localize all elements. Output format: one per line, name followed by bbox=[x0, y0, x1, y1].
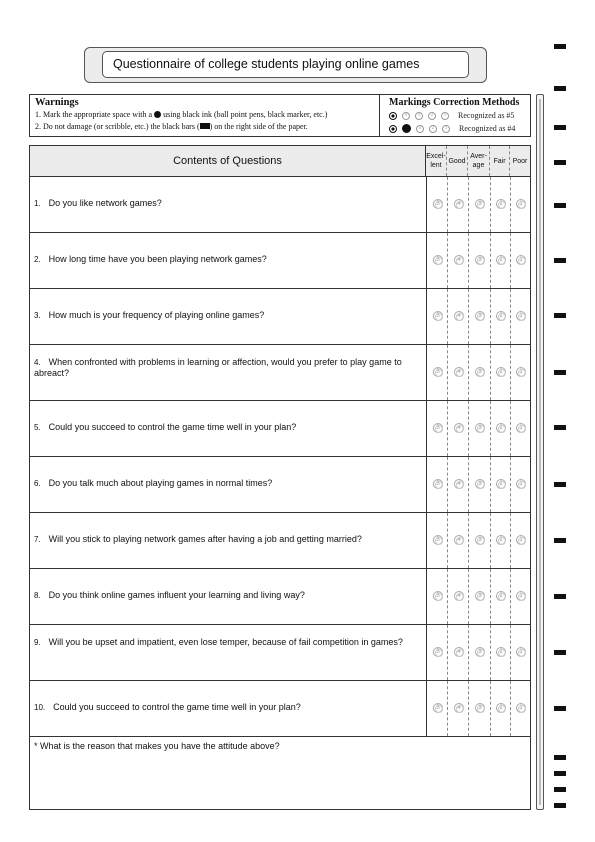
answer-cell-poor bbox=[511, 177, 531, 232]
warnings-heading: Warnings bbox=[35, 97, 79, 108]
answer-options bbox=[426, 681, 530, 736]
answer-bubble-fair[interactable]: 2 bbox=[496, 311, 506, 321]
answer-cell-good bbox=[448, 233, 469, 288]
question-row bbox=[30, 289, 530, 345]
timing-mark bbox=[554, 44, 566, 49]
answer-bubble-fair[interactable]: 2 bbox=[496, 255, 506, 265]
question-number: 7. bbox=[34, 535, 41, 544]
question-label: Do you talk much about playing games in normal times? bbox=[48, 478, 273, 488]
warning-line-2 bbox=[35, 121, 374, 133]
answer-cell-excellent bbox=[427, 289, 448, 344]
answer-bubble-good[interactable]: 4 bbox=[454, 255, 464, 265]
question-text bbox=[34, 357, 422, 379]
filled-dot-icon bbox=[154, 111, 161, 118]
header-poor: Poor bbox=[512, 157, 528, 165]
answer-cell-poor bbox=[511, 569, 531, 624]
question-number: 10. bbox=[34, 703, 46, 712]
timing-mark bbox=[554, 86, 566, 91]
question-number: 1. bbox=[34, 199, 41, 208]
answer-bubble-good[interactable]: 4 bbox=[454, 647, 464, 657]
marking-example-row-2 bbox=[389, 122, 523, 135]
header-excellent: Excel- lent bbox=[426, 146, 447, 176]
timing-mark bbox=[554, 203, 566, 208]
answer-options bbox=[426, 401, 530, 456]
question-text bbox=[34, 198, 422, 209]
timing-mark bbox=[554, 425, 566, 430]
question-number: 5. bbox=[34, 423, 41, 432]
marking-example-row-1 bbox=[389, 109, 523, 122]
timing-mark bbox=[554, 755, 566, 760]
question-number: 6. bbox=[34, 479, 41, 488]
question-text bbox=[34, 702, 422, 713]
question-row bbox=[30, 569, 530, 625]
black-bars-icon bbox=[200, 123, 210, 129]
answer-options bbox=[426, 289, 530, 344]
header-average: Aver- age bbox=[468, 146, 490, 176]
warnings-section bbox=[30, 95, 380, 136]
answer-cell-poor bbox=[511, 401, 531, 456]
option-3-icon: 3 bbox=[415, 112, 423, 120]
answer-cell-good bbox=[448, 625, 469, 680]
side-strip bbox=[536, 94, 544, 810]
answer-cell-poor bbox=[511, 289, 531, 344]
option-2-icon: 2 bbox=[429, 125, 437, 133]
answer-cell-poor bbox=[511, 513, 531, 568]
question-text bbox=[34, 310, 422, 321]
answer-bubble-average[interactable]: 3 bbox=[475, 535, 485, 545]
question-text bbox=[34, 478, 422, 489]
answer-bubble-good[interactable]: 4 bbox=[454, 423, 464, 433]
question-label: Will you stick to playing network games after having a job and getting married? bbox=[48, 534, 362, 544]
answer-cell-average bbox=[469, 457, 491, 512]
answer-cell-excellent bbox=[427, 457, 448, 512]
answer-bubble-poor[interactable]: 1 bbox=[516, 591, 526, 601]
question-label: How long time have you been playing network games? bbox=[48, 254, 267, 264]
timing-mark bbox=[554, 482, 566, 487]
answer-cell-good bbox=[448, 513, 469, 568]
question-row bbox=[30, 233, 530, 289]
answer-cell-excellent bbox=[427, 681, 448, 736]
timing-mark bbox=[554, 125, 566, 130]
answer-bubble-average[interactable]: 3 bbox=[475, 423, 485, 433]
timing-mark bbox=[554, 803, 566, 808]
question-label: Do you like network games? bbox=[48, 198, 162, 208]
answer-options bbox=[426, 513, 530, 568]
answer-cell-average bbox=[469, 289, 491, 344]
answer-bubble-poor[interactable]: 1 bbox=[516, 311, 526, 321]
question-text bbox=[34, 422, 422, 433]
answer-cell-fair bbox=[491, 625, 511, 680]
answer-options bbox=[426, 345, 530, 400]
warning-line-1-end: using black ink (ball point pens, black marker, etc.) bbox=[163, 110, 328, 119]
warning-line-1-start: 1. Mark the appropriate space with a bbox=[35, 110, 153, 119]
answer-bubble-excellent[interactable]: 5 bbox=[433, 367, 443, 377]
answer-bubble-poor[interactable]: 1 bbox=[516, 367, 526, 377]
question-label: Could you succeed to control the game time well in your plan? bbox=[48, 422, 297, 432]
answer-options bbox=[426, 177, 530, 232]
header-fair: Fair bbox=[490, 146, 510, 176]
option-1-icon: 1 bbox=[441, 112, 449, 120]
answer-bubble-good[interactable]: 4 bbox=[454, 367, 464, 377]
questions-table bbox=[29, 145, 531, 810]
answer-bubble-average[interactable]: 3 bbox=[475, 479, 485, 489]
question-label: How much is your frequency of playing online games? bbox=[48, 310, 265, 320]
timing-mark bbox=[554, 313, 566, 318]
timing-mark bbox=[554, 160, 566, 165]
answer-bubble-fair[interactable]: 2 bbox=[496, 591, 506, 601]
answer-bubble-poor[interactable]: 1 bbox=[516, 647, 526, 657]
answer-bubble-average[interactable]: 3 bbox=[475, 647, 485, 657]
open-question: * What is the reason that makes you have the attitude above? bbox=[34, 741, 280, 751]
answer-options bbox=[426, 569, 530, 624]
header-good: Good bbox=[447, 146, 468, 176]
answer-cell-fair bbox=[491, 457, 511, 512]
answer-bubble-excellent[interactable]: 5 bbox=[433, 423, 443, 433]
answer-cell-excellent bbox=[427, 401, 448, 456]
table-header bbox=[30, 146, 530, 177]
answer-cell-average bbox=[469, 625, 491, 680]
question-label: Could you succeed to control the game time well in your plan? bbox=[53, 702, 301, 712]
answer-bubble-poor[interactable]: 1 bbox=[516, 479, 526, 489]
timing-mark bbox=[554, 650, 566, 655]
question-number: 3. bbox=[34, 311, 41, 320]
answer-cell-good bbox=[448, 457, 469, 512]
markings-heading: Markings Correction Methods bbox=[389, 97, 520, 108]
answer-bubble-good[interactable]: 4 bbox=[454, 311, 464, 321]
option-3-icon: 3 bbox=[416, 125, 424, 133]
question-number: 9. bbox=[34, 638, 41, 647]
answer-cell-fair bbox=[491, 401, 511, 456]
question-number: 4. bbox=[34, 358, 41, 367]
question-row bbox=[30, 401, 530, 457]
answer-bubble-average[interactable]: 3 bbox=[475, 703, 485, 713]
answer-bubble-fair[interactable]: 2 bbox=[496, 199, 506, 209]
answer-bubble-poor[interactable]: 1 bbox=[516, 255, 526, 265]
answer-bubble-fair[interactable]: 2 bbox=[496, 535, 506, 545]
timing-mark bbox=[554, 258, 566, 263]
question-row bbox=[30, 345, 530, 401]
answer-bubble-average[interactable]: 3 bbox=[475, 367, 485, 377]
question-label: Will you be upset and impatient, even lose temper, because of fail competition in games? bbox=[48, 637, 403, 647]
answer-bubble-good[interactable]: 4 bbox=[454, 703, 464, 713]
answer-bubble-good[interactable]: 4 bbox=[454, 199, 464, 209]
answer-bubble-excellent[interactable]: 5 bbox=[433, 703, 443, 713]
question-text bbox=[34, 254, 422, 265]
answer-cell-excellent bbox=[427, 345, 448, 400]
answer-cell-good bbox=[448, 569, 469, 624]
timing-mark bbox=[554, 538, 566, 543]
timing-mark bbox=[554, 771, 566, 776]
answer-bubble-excellent[interactable]: 5 bbox=[433, 591, 443, 601]
answer-cell-good bbox=[448, 681, 469, 736]
answer-bubble-fair[interactable]: 2 bbox=[496, 367, 506, 377]
markings-section bbox=[381, 95, 531, 136]
answer-cell-fair bbox=[491, 289, 511, 344]
answer-cell-excellent bbox=[427, 513, 448, 568]
answer-options bbox=[426, 625, 530, 680]
answer-bubble-average[interactable]: 3 bbox=[475, 591, 485, 601]
question-row bbox=[30, 177, 530, 233]
answer-bubble-poor[interactable]: 1 bbox=[516, 199, 526, 209]
question-row bbox=[30, 625, 530, 681]
answer-cell-excellent bbox=[427, 233, 448, 288]
answer-cell-average bbox=[469, 513, 491, 568]
filled-option-icon bbox=[389, 112, 397, 120]
answer-bubble-excellent[interactable]: 5 bbox=[433, 647, 443, 657]
answer-cell-excellent bbox=[427, 569, 448, 624]
warning-line-2-end: ) on the right side of the paper. bbox=[209, 122, 308, 131]
answer-bubble-excellent[interactable]: 5 bbox=[433, 311, 443, 321]
marking-row-1-label: Recognized as #5 bbox=[458, 111, 515, 120]
answer-cell-fair bbox=[491, 177, 511, 232]
answer-bubble-excellent[interactable]: 5 bbox=[433, 199, 443, 209]
answer-bubble-good[interactable]: 4 bbox=[454, 479, 464, 489]
question-text bbox=[34, 534, 422, 545]
answer-cell-average bbox=[469, 233, 491, 288]
answer-cell-good bbox=[448, 177, 469, 232]
question-row bbox=[30, 457, 530, 513]
answer-cell-fair bbox=[491, 345, 511, 400]
timing-mark bbox=[554, 594, 566, 599]
option-2-icon: 2 bbox=[428, 112, 436, 120]
answer-cell-poor bbox=[511, 345, 531, 400]
answer-cell-average bbox=[469, 681, 491, 736]
answer-cell-poor bbox=[511, 625, 531, 680]
warnings-box bbox=[29, 94, 531, 137]
answer-cell-excellent bbox=[427, 625, 448, 680]
answer-cell-good bbox=[448, 289, 469, 344]
answer-cell-good bbox=[448, 345, 469, 400]
answer-bubble-fair[interactable]: 2 bbox=[496, 479, 506, 489]
answer-cell-poor bbox=[511, 233, 531, 288]
page-title: Questionnaire of college students playing online games bbox=[102, 51, 469, 78]
answer-bubble-fair[interactable]: 2 bbox=[496, 703, 506, 713]
answer-cell-poor bbox=[511, 457, 531, 512]
answer-cell-average bbox=[469, 177, 491, 232]
answer-cell-excellent bbox=[427, 177, 448, 232]
timing-mark bbox=[554, 370, 566, 375]
answer-bubble-poor[interactable]: 1 bbox=[516, 703, 526, 713]
filled-option-icon bbox=[389, 125, 397, 133]
answer-cell-good bbox=[448, 401, 469, 456]
answer-bubble-average[interactable]: 3 bbox=[475, 199, 485, 209]
timing-mark bbox=[554, 787, 566, 792]
answer-options bbox=[426, 233, 530, 288]
timing-mark bbox=[554, 706, 566, 711]
answer-cell-average bbox=[469, 401, 491, 456]
answer-bubble-poor[interactable]: 1 bbox=[516, 535, 526, 545]
question-number: 8. bbox=[34, 591, 41, 600]
answer-bubble-excellent[interactable]: 5 bbox=[433, 535, 443, 545]
question-row bbox=[30, 681, 530, 737]
answer-bubble-fair[interactable]: 2 bbox=[496, 647, 506, 657]
warning-line-1 bbox=[35, 109, 374, 121]
answer-bubble-good[interactable]: 4 bbox=[454, 591, 464, 601]
filled-option-icon bbox=[402, 124, 411, 133]
answer-cell-average bbox=[469, 569, 491, 624]
answer-bubble-average[interactable]: 3 bbox=[475, 255, 485, 265]
answer-cell-fair bbox=[491, 233, 511, 288]
answer-cell-fair bbox=[491, 681, 511, 736]
question-label: When confronted with problems in learning or affection, would you prefer to play game to abreact? bbox=[34, 357, 402, 378]
answer-cell-poor bbox=[511, 681, 531, 736]
answer-cell-average bbox=[469, 345, 491, 400]
question-row bbox=[30, 513, 530, 569]
answer-options bbox=[426, 457, 530, 512]
answer-bubble-average[interactable]: 3 bbox=[475, 311, 485, 321]
answer-bubble-excellent[interactable]: 5 bbox=[433, 479, 443, 489]
answer-cell-fair bbox=[491, 569, 511, 624]
question-text bbox=[34, 637, 422, 648]
option-1-icon: 1 bbox=[442, 125, 450, 133]
marking-row-2-label: Recognized as #4 bbox=[459, 124, 516, 133]
question-text bbox=[34, 590, 422, 601]
question-label: Do you think online games influent your learning and living way? bbox=[48, 590, 305, 600]
answer-cell-fair bbox=[491, 513, 511, 568]
header-questions: Contents of Questions bbox=[30, 146, 426, 176]
option-4-icon: 4 bbox=[402, 112, 410, 120]
question-number: 2. bbox=[34, 255, 41, 264]
answer-bubble-good[interactable]: 4 bbox=[454, 535, 464, 545]
answer-bubble-fair[interactable]: 2 bbox=[496, 423, 506, 433]
warning-line-2-start: 2. Do not damage (or scribble, etc.) the black bars ( bbox=[35, 122, 200, 131]
answer-bubble-poor[interactable]: 1 bbox=[516, 423, 526, 433]
answer-bubble-excellent[interactable]: 5 bbox=[433, 255, 443, 265]
